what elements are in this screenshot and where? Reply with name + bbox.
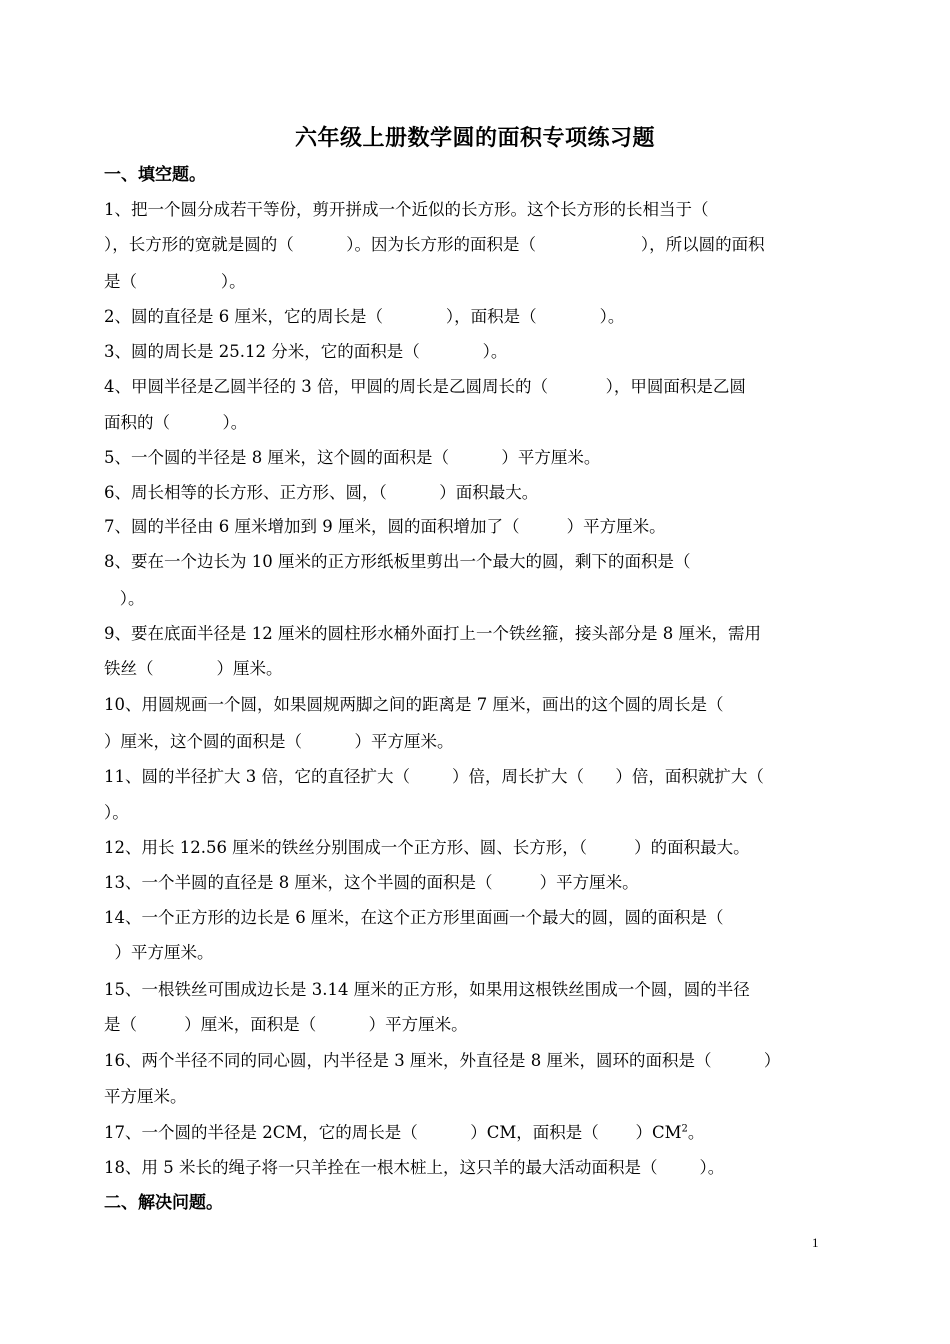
page-number: 1 — [812, 1235, 819, 1250]
question-line: 7、圆的半径由 6 厘米增加到 9 厘米，圆的面积增加了（ ）平方厘米。 — [104, 517, 666, 536]
question-line: 9、要在底面半径是 12 厘米的圆柱形水桶外面打上一个铁丝箍，接头部分是 8 厘米，需用 — [104, 624, 761, 643]
question-line: ）。 — [104, 803, 129, 822]
question-line: 18、用 5 米长的绳子将一只羊拴在一根木桩上，这只羊的最大活动面积是（ ）。 — [104, 1158, 725, 1177]
question-17-text: 17、一个圆的半径是 2CM，它的周长是（ ）CM，面积是（ ）CM — [104, 1123, 682, 1142]
question-line: 4、甲圆半径是乙圆半径的 3 倍，甲圆的周长是乙圆周长的（ ），甲圆面积是乙圆 — [104, 377, 746, 396]
question-line: 16、两个半径不同的同心圆，内半径是 3 厘米，外直径是 8 厘米，圆环的面积是（ ） — [104, 1051, 781, 1070]
question-line: 2、圆的直径是 6 厘米，它的周长是（ ），面积是（ ）。 — [104, 307, 625, 326]
question-17-end: 。 — [687, 1123, 705, 1142]
question-line: ），长方形的宽就是圆的（ ）。因为长方形的面积是（ ），所以圆的面积 — [104, 235, 765, 254]
section-heading-fill-blank: 一、填空题。 — [104, 165, 206, 185]
question-line: 5、一个圆的半径是 8 厘米，这个圆的面积是（ ）平方厘米。 — [104, 448, 601, 467]
question-line: 15、一根铁丝可围成边长是 3.14 厘米的正方形，如果用这根铁丝围成一个圆，圆的半径 — [104, 980, 750, 999]
question-line: 11、圆的半径扩大 3 倍，它的直径扩大（ ）倍，周长扩大（ ）倍，面积就扩大（ — [104, 767, 764, 786]
question-line: 铁丝（ ）厘米。 — [104, 659, 283, 678]
question-line: 6、周长相等的长方形、正方形、圆，（ ）面积最大。 — [104, 483, 539, 502]
question-line: ）平方厘米。 — [104, 943, 214, 962]
question-line: 8、要在一个边长为 10 厘米的正方形纸板里剪出一个最大的圆，剩下的面积是（ — [104, 552, 691, 571]
question-line: 10、用圆规画一个圆，如果圆规两脚之间的距离是 7 厘米，画出的这个圆的周长是（ — [104, 695, 724, 714]
question-line: ）厘米，这个圆的面积是（ ）平方厘米。 — [104, 732, 454, 751]
question-line: 14、一个正方形的边长是 6 厘米，在这个正方形里面画一个最大的圆，圆的面积是（ — [104, 908, 724, 927]
question-line: 是（ ）。 — [104, 272, 246, 291]
question-line: 平方厘米。 — [104, 1087, 187, 1106]
question-line: 是（ ）厘米，面积是（ ）平方厘米。 — [104, 1015, 468, 1034]
question-line: ）。 — [104, 589, 145, 608]
question-line — [104, 1120, 844, 1146]
question-line: 3、圆的周长是 25.12 分米，它的面积是（ ）。 — [104, 342, 508, 361]
question-line: 13、一个半圆的直径是 8 厘米，这个半圆的面积是（ ）平方厘米。 — [104, 873, 639, 892]
section-heading-solve-problems: 二、解决问题。 — [104, 1193, 223, 1213]
question-line: 面积的（ ）。 — [104, 413, 248, 432]
question-line: 1、把一个圆分成若干等份，剪开拼成一个近似的长方形。这个长方形的长相当于（ — [104, 200, 709, 219]
question-line: 12、用长 12.56 厘米的铁丝分别围成一个正方形、圆、长方形，（ ）的面积最大。 — [104, 838, 750, 857]
superscript-exponent: 2 — [681, 1123, 688, 1135]
page-title: 六年级上册数学圆的面积专项练习题 — [294, 125, 655, 151]
